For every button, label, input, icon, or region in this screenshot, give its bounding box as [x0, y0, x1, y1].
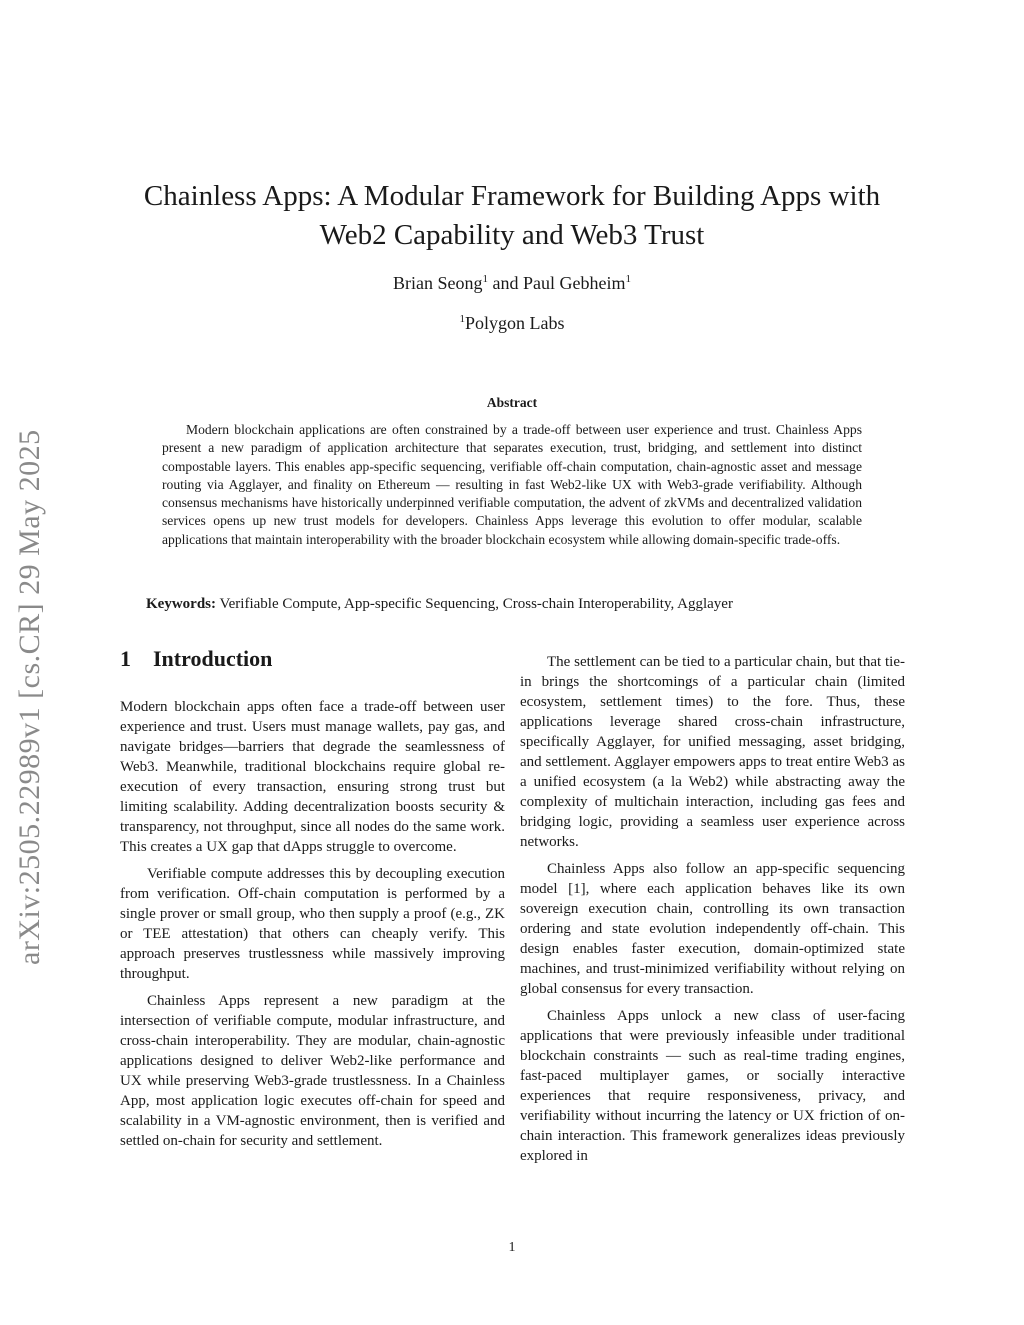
paragraph: Verifiable compute addresses this by decoupling execution from verification. Off-chain computation is performed by a single prover or small group, who then supply a proof (e.g., ZK or TEE attestation) that others can cheaply verify. This approach preserves trustlessness while massively improving throughput. — [120, 866, 505, 982]
author-list — [120, 273, 904, 294]
affiliation-mark: 1 — [459, 313, 465, 325]
abstract-heading: Abstract — [486, 395, 538, 410]
keywords-label: Keywords: — [146, 596, 216, 612]
section-heading — [120, 646, 272, 672]
arxiv-identifier: arXiv:2505.22989v1 [cs.CR] 29 May 2025 — [13, 429, 46, 965]
paragraph: Chainless Apps also follow an app-specific sequencing model [1], where each application behaves like its own sovereign execution chain, controlling its own transaction ordering and state evolution independently off-chain. This design enables faster execution, domain-optimized state machines, and trust-minimized verifiability without relying on global consensus for every transaction. — [520, 861, 905, 997]
paragraph: Chainless Apps represent a new paradigm at the intersection of verifiable compute, modular infrastructure, and cross-chain interoperability. They are modular, chain-agnostic applications designed to deliver Web2-like performance and UX while preserving Web3-grade trustlessness. In a Chainless App, most application logic executes off-chain for speed and scalability in a VM-agnostic environment, then is verified and settled on-chain for security and settlement. — [120, 993, 505, 1149]
affiliation-name: Polygon Labs — [464, 313, 565, 333]
left-column — [120, 697, 505, 1158]
author-name: Brian Seong — [393, 273, 483, 293]
affiliation-mark: 1 — [625, 273, 631, 285]
affiliation — [120, 313, 904, 334]
author-joiner: and — [488, 273, 523, 293]
keywords — [146, 596, 886, 613]
page-number: 1 — [508, 1240, 516, 1255]
abstract-text: Modern blockchain applications are often constrained by a trade-off between user experience and trust. Chainless Apps present a new paradigm of application architecture that separates execution, trust, bridging, and settlement into distinct compostable layers. This enables app-specific sequencing, verifiable off-chain computation, chain-agnostic asset and message routing via Agglayer, and finality on Ethereum — resulting in fast Web2-like UX with Web3-grade verifiability. Although consensus mechanisms have historically underpinned verifiable computation, the advent of zkVMs and decentralized validation services opens up new trust models for developers. Chainless Apps leverage this evolution to offer modular, scalable applications that maintain interoperability with the broader blockchain ecosystem while allowing domain-specific trade-offs. — [162, 422, 862, 547]
keywords-text: Verifiable Compute, App-specific Sequencing, Cross-chain Interoperability, Agglayer — [219, 596, 733, 612]
section-title: Introduction — [153, 646, 273, 671]
author-name: Paul Gebheim — [523, 273, 626, 293]
section-number: 1 — [120, 646, 131, 671]
right-column — [520, 652, 905, 1173]
paper-title: Chainless Apps: A Modular Framework for Building Apps with Web2 Capability and Web3 Trust — [143, 180, 881, 251]
paragraph: The settlement can be tied to a particular chain, but that tie-in brings the shortcomings of a particular chain (limited ecosystem, settlement times) to the fore. Thus, these applications leverage shared cross-chain infrastructure, specifically Agglayer, for unified messaging, asset bridging, and settlement. Agglayer empowers apps to treat entire Web3 as a unified ecosystem (a la Web2) while abstracting away the complexity of multichain interaction, including gas fees and bridging logic, providing a seamless user experience across networks. — [520, 654, 905, 850]
affiliation-mark: 1 — [482, 273, 488, 285]
paragraph: Modern blockchain apps often face a trade-off between user experience and trust. Users must manage wallets, pay gas, and navigate bridges—barriers that degrade the seamlessness of Web3. Meanwhile, traditional blockchains require global re-execution of every transaction, ensuring strong trust but limiting scalability. Adding decentralization boosts security & transparency, not throughput, since all nodes do the same work. This creates a UX gap that dApps struggle to overcome. — [120, 699, 505, 855]
paragraph: Chainless Apps unlock a new class of user-facing applications that were previously infeasible under traditional blockchain constraints — such as real-time trading engines, fast-paced multiplayer games, or socially interactive experiences that require responsiveness, privacy, and verifiability without incurring the latency or UX friction of on-chain interaction. This framework generalizes ideas previously explored in — [520, 1008, 905, 1164]
